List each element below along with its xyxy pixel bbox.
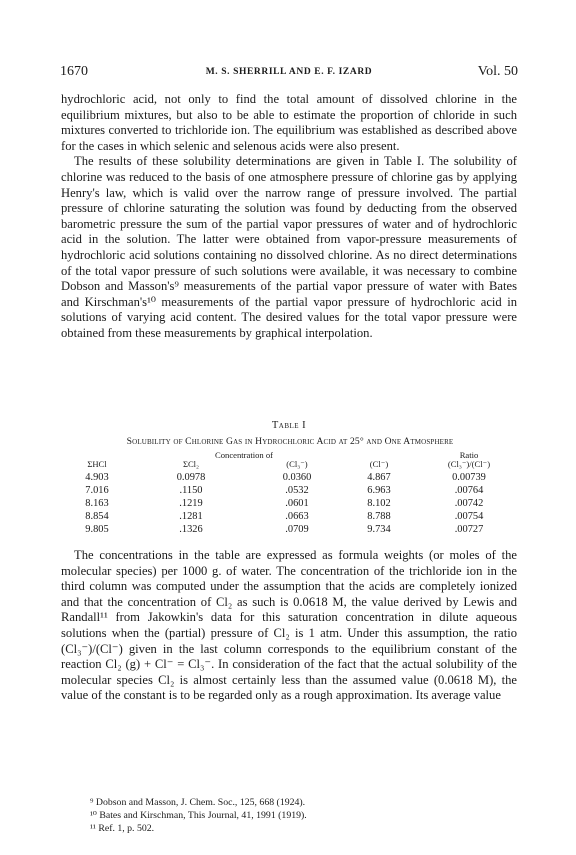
- paragraph-2: The results of these solubility determinations are given in Table I. The solubility of chlorine was reduced to the basis of one atmosphere pressure of chlorine gas by applying Henry's law, which is valid over the narrow range of pressure involved. The partial pressure of chlorine saturating the solution was found by deducting from the observed barometric pressure the sum of the partial vapor pressures of water and of hydrochloric acid in the solution. The latter were obtained from vapor-pressure measurements of hydrochloric acid solutions containing no dissolved chlorine. As no direct determinations of the total vapor pressure of such solutions were available, it was necessary to combine Dobson and Masson's⁹ measurements of the partial vapor pressure of water with Bates and Kirschman's¹⁰ measurements of the partial vapor pressure of hydrochloric acid in solutions of varying acid content. The desired values for the total vapor pressure were obtained from these measurements by graphical interpolation.: [61, 154, 517, 340]
- volume-label: Vol. 50: [477, 64, 518, 79]
- running-header: [60, 64, 518, 84]
- column-header: (Cl₃⁻): [286, 459, 308, 469]
- table-cell: 0.00739: [452, 472, 486, 483]
- table-cell: .1219: [179, 498, 203, 509]
- table-cell: .0709: [285, 524, 309, 535]
- table-cell: .0663: [285, 511, 309, 522]
- table-cell: 8.788: [367, 511, 391, 522]
- table-cell: 4.867: [367, 472, 391, 483]
- page-number: 1670: [60, 64, 88, 79]
- table-cell: 7.016: [85, 485, 109, 496]
- table-cell: 0.0978: [176, 472, 206, 483]
- table-cell: .00742: [454, 498, 484, 509]
- table-cell: 8.102: [367, 498, 391, 509]
- table-cell: 9.805: [85, 524, 109, 535]
- paragraph-3: The concentrations in the table are expressed as formula weights (or moles of the molecular species) per 1000 g. of water. The concentration of the trichloride ion in the third column was computed under the assumption that the acids are completely ionized and that the concentration of Cl₂ as such is 0.0618 M, the value derived by Lewis and Randall¹¹ from Jakowkin's data for this saturation concentration in dilute aqueous solutions when the (partial) pressure of Cl₂ is 1 atm. Under this assumption, the ratio (Cl₃⁻)/(Cl⁻) given in the last column corresponds to the equilibrium constant of the reaction Cl₂ (g) + Cl⁻ = Cl₃⁻. In consideration of the fact that the actual solubility of the molecular species Cl₂ is almost certainly less than the assumed value (0.0618 M), the value of the constant is to be regarded only as a rough approximation. Its average value: [61, 548, 517, 703]
- table-cell: 9.734: [367, 524, 391, 535]
- table-cell: 8.163: [85, 498, 109, 509]
- paragraph-1: hydrochloric acid, not only to find the total amount of dissolved chlorine in the equilibrium mixtures, but also to be able to estimate the proportion of chloride in such mixtures converted to trichloride ion. The equilibrium was established as described above for the cases in which selenic and selenous acids were also present.: [61, 92, 517, 153]
- table-title: Table I: [271, 420, 307, 431]
- footnote: ¹⁰ Bates and Kirschman, This Journal, 41, 1991 (1919).: [90, 810, 307, 821]
- column-header: ΣCl₂: [182, 459, 200, 469]
- footnote: ⁹ Dobson and Masson, J. Chem. Soc., 125, 668 (1924).: [90, 797, 306, 808]
- table-cell: .00754: [454, 511, 484, 522]
- table-cell: .0601: [285, 498, 309, 509]
- table-cell: .1326: [179, 524, 203, 535]
- group-header: Concentration of: [215, 450, 273, 460]
- running-authors: M. S. SHERRILL AND E. F. IZARD: [205, 67, 373, 77]
- table-cell: .00764: [454, 485, 484, 496]
- table-cell: .0532: [285, 485, 309, 496]
- ratio-header: Ratio: [459, 450, 479, 460]
- table-cell: 8.854: [85, 511, 109, 522]
- table-cell: 0.0360: [282, 472, 312, 483]
- body-text-upper: [61, 92, 517, 342]
- table-cell: 4.903: [85, 472, 109, 483]
- column-header: (Cl₃⁻)/(Cl⁻): [447, 459, 491, 469]
- column-header: ΣHCl: [87, 459, 107, 469]
- table-caption: Solubility of Chlorine Gas in Hydrochloric Acid at 25° and One Atmosphere: [126, 436, 454, 447]
- column-header: (Cl⁻): [369, 459, 389, 469]
- solubility-table: [61, 450, 517, 540]
- table-cell: .1150: [179, 485, 203, 496]
- table-cell: .00727: [454, 524, 484, 535]
- table-cell: 6.963: [367, 485, 391, 496]
- body-text-lower: [61, 548, 517, 704]
- table-cell: .1281: [179, 511, 203, 522]
- footnote: ¹¹ Ref. 1, p. 502.: [90, 823, 155, 834]
